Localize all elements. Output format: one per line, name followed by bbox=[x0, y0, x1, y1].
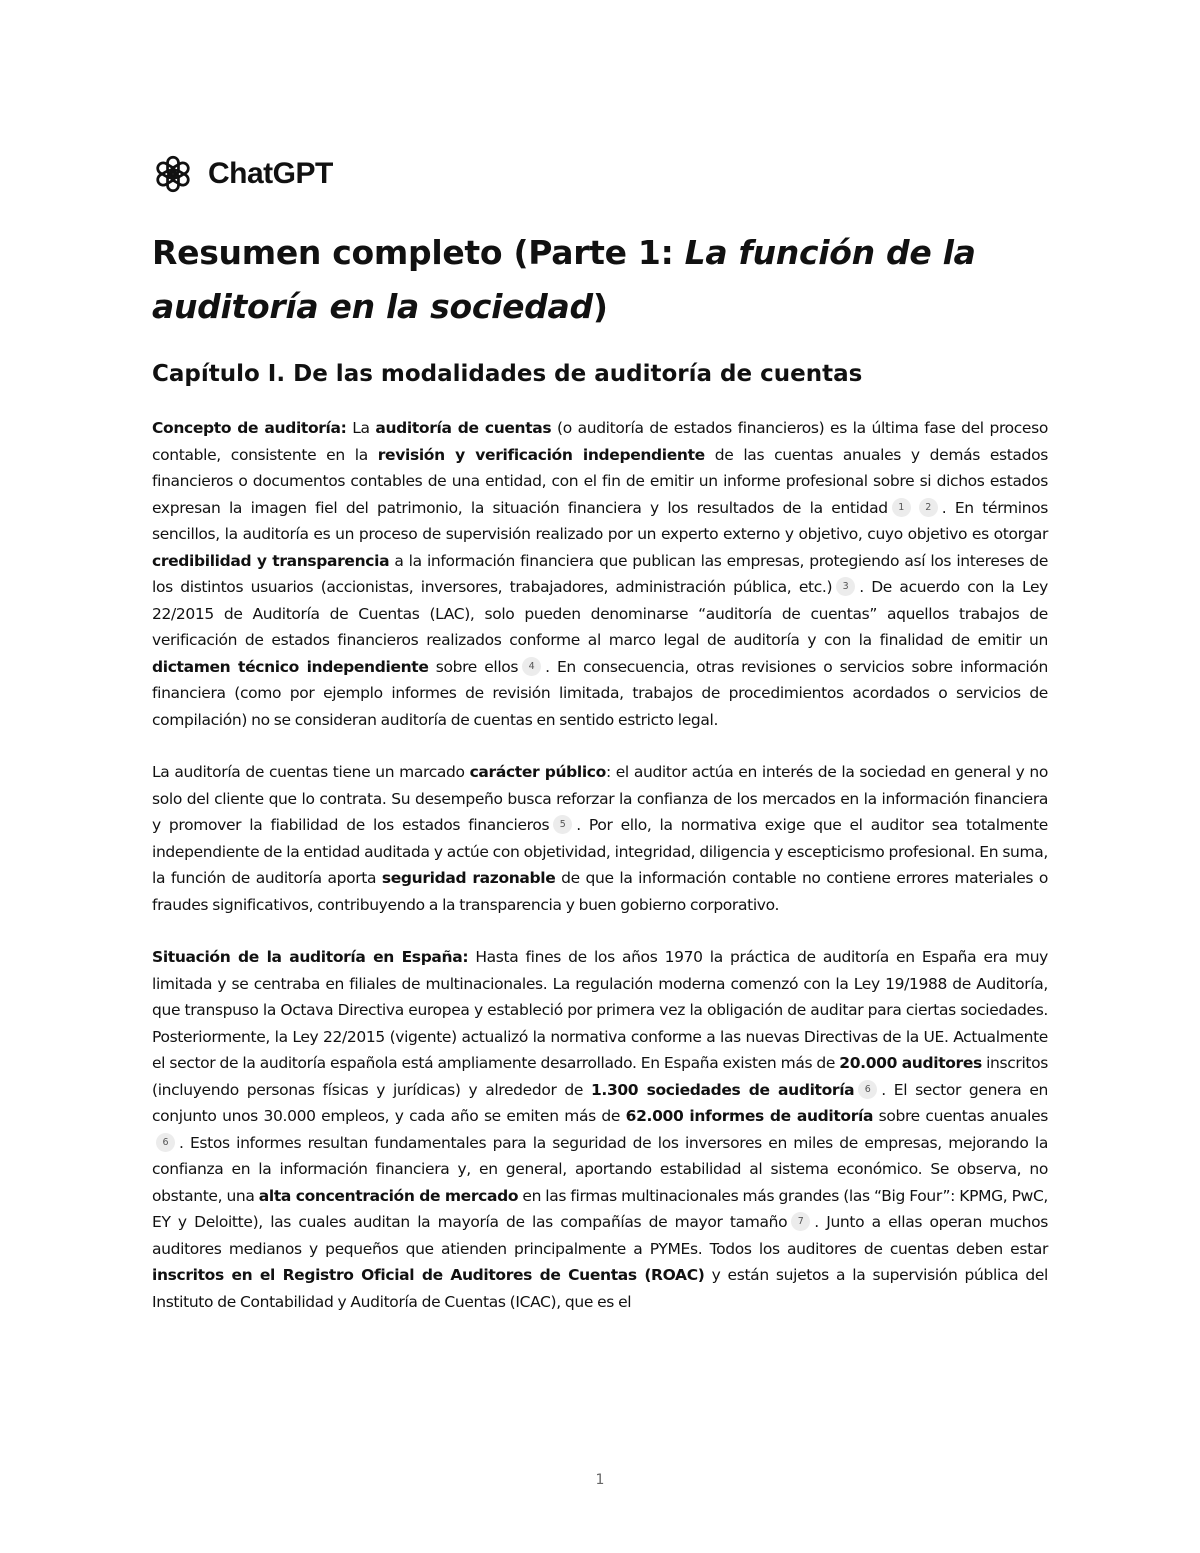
text-run: de las cuentas anuales y demás estados financieros o documentos contables de una entidad, con el fin de emitir un informe profesional sobre si dichos estados expresan la imagen fiel del patrimonio, la situación financiera y los resultados de la entidad bbox=[152, 445, 1048, 517]
citation-badge[interactable]: 4 bbox=[522, 657, 541, 676]
text-run: (o auditoría de estados financieros) es la última fase del proceso contable, consistente en la bbox=[152, 419, 1048, 464]
citation-badge[interactable]: 7 bbox=[791, 1212, 810, 1231]
bold-text: Concepto de auditoría: bbox=[152, 419, 347, 437]
citation-badge[interactable]: 1 bbox=[892, 498, 911, 517]
citation-badge[interactable]: 6 bbox=[156, 1133, 175, 1152]
text-run: de que la información contable no contiene errores materiales o fraudes significativos, contribuyendo a la transparencia y buen gobierno corporativo. bbox=[152, 869, 1048, 914]
title-italic: La función de la auditoría en la sociedad bbox=[152, 233, 976, 326]
text-run: y están sujetos a la supervisión pública del Instituto de Contabilidad y Auditoría de Cuentas (ICAC), que es el bbox=[152, 1266, 1048, 1311]
text-run: en las firmas multinacionales más grandes (las “Big Four”: KPMG, PwC, EY y Deloitte), las cuales auditan la mayoría de las compañías de mayor tamaño bbox=[152, 1186, 1048, 1231]
openai-logo-icon bbox=[152, 153, 194, 195]
text-run: . Por ello, la normativa exige que el auditor sea totalmente independiente de la entidad auditada y actúe con objetividad, integridad, diligencia y escepticismo profesional. En suma, la función de auditoría aporta bbox=[152, 816, 1048, 887]
text-run: . De acuerdo con la Ley 22/2015 de Auditoría de Cuentas (LAC), solo pueden denominarse “auditoría de cuentas” aquellos trabajos de verificación de estados financieros realizados conforme al marco legal de auditoría y con la finalidad de emitir un bbox=[152, 578, 1049, 649]
citation-badge[interactable]: 2 bbox=[919, 498, 938, 517]
text-run: . En consecuencia, otras revisiones o servicios sobre información financiera (como por ejemplo informes de revisión limitada, trabajos de procedimientos acordados o servicios de compilación) no se consideran auditoría de cuentas en sentido estricto legal. bbox=[152, 657, 1048, 729]
chatgpt-logo bbox=[152, 152, 333, 196]
text-run: a la información financiera que publican las empresas, protegiendo así los intereses de los distintos usuarios (accionistas, inversores, trabajadores, administración pública, etc.) bbox=[152, 551, 1049, 596]
bold-text: 20.000 auditores bbox=[839, 1054, 982, 1072]
text-run: . En términos sencillos, la auditoría es un proceso de supervisión realizado por un experto externo y objetivo, cuyo objetivo es otorgar bbox=[152, 498, 1048, 543]
bold-text: carácter público bbox=[469, 763, 606, 781]
bold-text: credibilidad y transparencia bbox=[152, 551, 390, 570]
title-prefix: Resumen completo (Parte 1: bbox=[152, 233, 685, 272]
text-run: Hasta fines de los años 1970 la práctica de auditoría en España era muy limitada y se centraba en filiales de multinacionales. La regulación moderna comenzó con la Ley 19/1988 de Auditoría, que transpuso la Octava Directiva europea y estableció por primera vez la obligación de auditar para ciertas sociedades. Posteriormente, la Ley 22/2015 (vigente) actualizó la normativa conforme a las nuevas Directivas de la UE. Actualmente el sector de la auditoría española está ampliamente desarrollado. En España existen más de bbox=[152, 948, 1048, 1072]
citation-badge[interactable]: 6 bbox=[858, 1080, 877, 1099]
text-run: : el auditor actúa en interés de la sociedad en general y no solo del cliente que lo contrata. Su desempeño busca reforzar la confianza de los mercados en la información financiera y promover la fiabilidad de los estados financieros bbox=[152, 763, 1048, 834]
bold-text: 1.300 sociedades de auditoría bbox=[590, 1080, 855, 1099]
title-suffix: ) bbox=[592, 287, 608, 326]
bold-text: alta concentración de mercado bbox=[258, 1186, 519, 1205]
text-run: sobre ellos bbox=[428, 657, 519, 676]
document-title bbox=[152, 226, 1052, 334]
chapter-heading: Capítulo I. De las modalidades de auditoría de cuentas bbox=[152, 361, 863, 387]
text-run: . Estos informes resultan fundamentales para la seguridad de los inversores en miles de empresas, mejorando la confianza en la información financiera y, en general, aportando estabilidad al sistema económico. Se observa, no obstante, una bbox=[152, 1133, 1048, 1205]
bold-text: auditoría de cuentas bbox=[375, 419, 552, 437]
text-run: inscritos (incluyendo personas físicas y jurídicas) y alrededor de bbox=[152, 1054, 1048, 1099]
paragraph-situacion-espana bbox=[152, 944, 1048, 1315]
page-number: 1 bbox=[595, 1472, 605, 1488]
bold-text: dictamen técnico independiente bbox=[152, 657, 429, 676]
bold-text: seguridad razonable bbox=[381, 869, 556, 887]
text-run: . Junto a ellas operan muchos auditores medianos y pequeños que atienden principalmente a PYMEs. Todos los auditores de cuentas deben estar bbox=[152, 1213, 1049, 1258]
bold-text: 62.000 informes de auditoría bbox=[625, 1107, 874, 1125]
text-run: La auditoría de cuentas tiene un marcado bbox=[152, 763, 470, 781]
citation-badge[interactable]: 5 bbox=[553, 815, 572, 834]
bold-text: Situación de la auditoría en España: bbox=[152, 948, 469, 966]
text-run: La bbox=[346, 419, 376, 437]
logo-text: ChatGPT bbox=[208, 157, 333, 190]
paragraph-concepto bbox=[152, 415, 1048, 733]
text-run: . El sector genera en conjunto unos 30.000 empleos, y cada año se emiten más de bbox=[152, 1080, 1049, 1125]
text-run: sobre cuentas anuales bbox=[873, 1107, 1049, 1125]
bold-text: revisión y verificación independiente bbox=[377, 445, 705, 464]
bold-text: inscritos en el Registro Oficial de Auditores de Cuentas (ROAC) bbox=[152, 1266, 705, 1284]
paragraph-caracter-publico bbox=[152, 759, 1048, 918]
document-body bbox=[152, 415, 1048, 1341]
citation-badge[interactable]: 3 bbox=[836, 577, 855, 596]
